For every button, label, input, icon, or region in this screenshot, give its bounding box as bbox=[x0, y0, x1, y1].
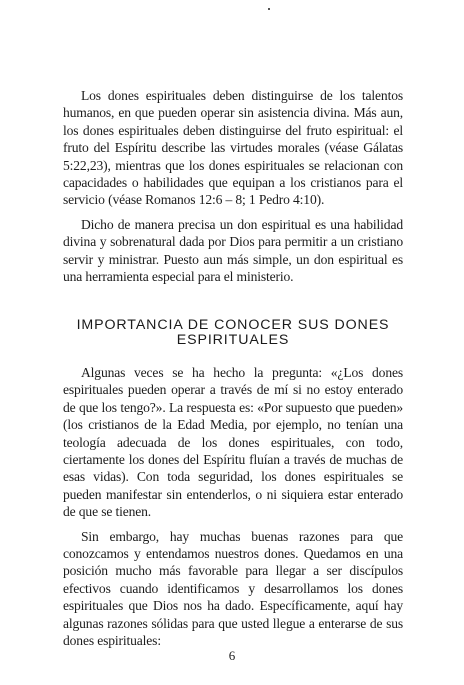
paragraph-definicion-don: Dicho de manera precisa un don espiritual es una habilidad divina y sobrenatural dada por Dios para permitir a un cristiano servir y ministrar. Puesto aun más simple, un don espiritual es una herramienta especial para el ministerio. bbox=[63, 216, 403, 285]
page-number: 6 bbox=[228, 648, 236, 663]
paragraph-pregunta: Algunas veces se ha hecho la pregunta: «¿Los dones espirituales pueden operar a través de mí si no estoy enterado de que los tengo?». La respuesta es: «Por supuesto que pueden» (los cristianos de la Edad Media, por ejemplo, no tenían una teología adecuada de los dones espirituales, con todo, ciertamente los dones del Espíritu fluían a través de muchas de esas vidas). Con toda seguridad, los dones espirituales se pueden manifestar sin entenderlos, o ni siquiera estar enterado de que se tienen. bbox=[63, 365, 403, 520]
paragraph-razones: Sin embargo, hay muchas buenas razones para que conozcamos y entendamos nuestros dones. Quedamos en una posición mucho más favorable para llegar a ser discípulos efectivos cuando identificamos y desarrollamos los dones espirituales que Dios nos ha dado. Específicamente, aquí hay algunas razones sólidas para que usted llegue a enterarse de sus dones espirituales: bbox=[63, 528, 403, 649]
paragraph-dones-vs-talentos: Los dones espirituales deben distinguirse de los talentos humanos, en que pueden operar sin asistencia divina. Más aun, los dones espirituales deben distinguirse del fruto espiritual: el fruto del Espíritu describe las virtudes morales (véase Gálatas 5:22,23), mientras que los dones espirituales se relacionan con capacidades o habilidades que equipan a los cristianos para el servicio (véase Romanos 12:6 – 8; 1 Pedro 4:10). bbox=[63, 88, 403, 208]
scan-speck bbox=[268, 8, 270, 10]
section-heading: IMPORTANCIA DE CONOCER SUS DONES ESPIRITUALES bbox=[76, 317, 390, 348]
importance-section bbox=[63, 364, 403, 657]
intro-section bbox=[63, 87, 403, 292]
